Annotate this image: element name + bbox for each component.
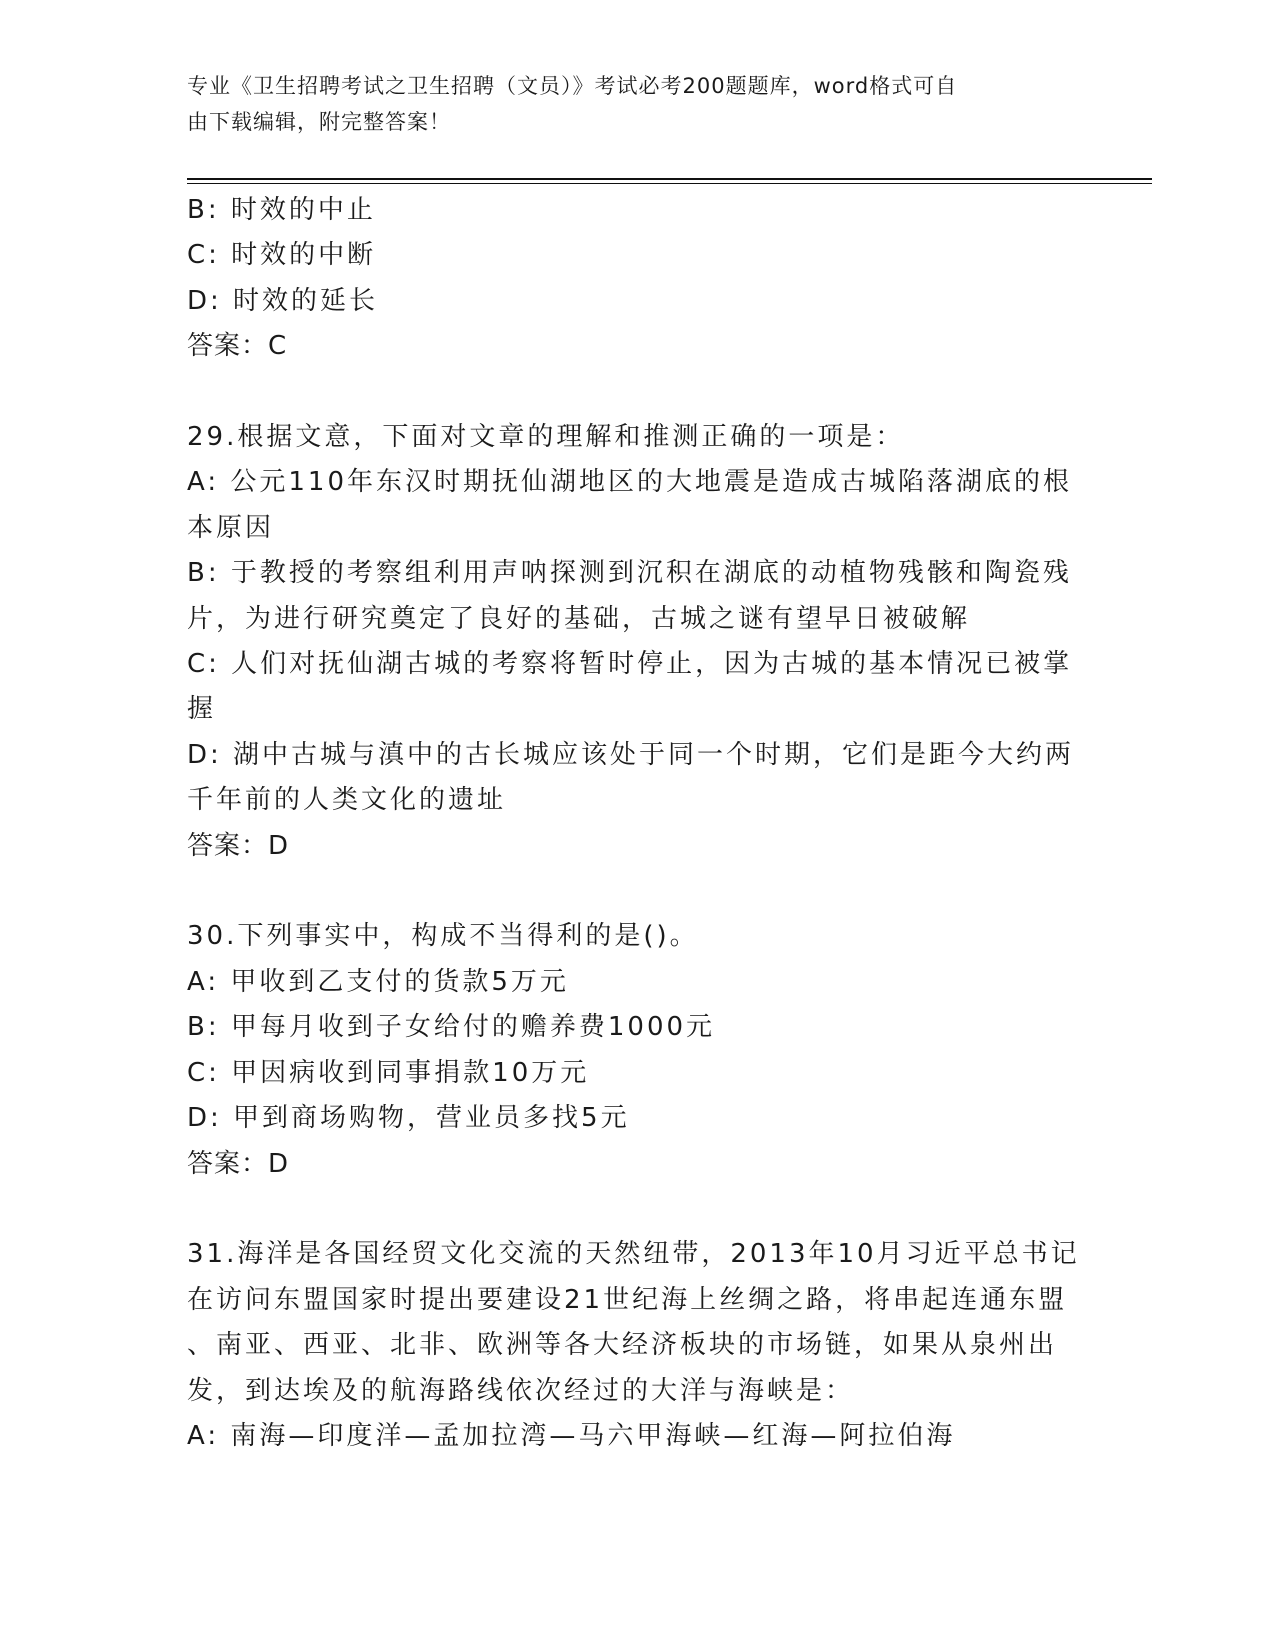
header-line-2: 由下载编辑，附完整答案！: [187, 110, 451, 134]
answer-line: 答案：D: [187, 1148, 290, 1179]
option-a: A: 甲收到乙支付的货款5万元: [187, 966, 569, 997]
spacer: [187, 370, 1067, 415]
option-b: B: 于教授的考察组利用声呐探测到沉积在湖底的动植物残骸和陶瓷残: [187, 558, 1072, 589]
question-stem-cont-2: 、南亚、西亚、北非、欧洲等各大经济板块的市场链，如果从泉州出: [187, 1330, 1058, 1361]
option-a: A: 南海—印度洋—孟加拉湾—马六甲海峡—红海—阿拉伯海: [187, 1420, 956, 1451]
option-d: D: 甲到商场购物，营业员多找5元: [187, 1103, 630, 1134]
answer-line: 答案：D: [187, 830, 290, 861]
option-c: C: 时效的中断: [187, 240, 377, 271]
option-d-cont: 千年前的人类文化的遗址: [187, 785, 507, 816]
header-rule-thick: [187, 178, 1152, 180]
option-d: D: 湖中古城与滇中的古长城应该处于同一个时期，它们是距今大约两: [187, 739, 1075, 770]
option-b-cont: 片，为进行研究奠定了良好的基础，古城之谜有望早日被破解: [187, 603, 971, 634]
option-c-cont: 握: [187, 694, 217, 725]
question-31: [187, 1232, 1080, 1459]
question-stem: 29.根据文意，下面对文章的理解和推测正确的一项是：: [187, 422, 905, 453]
spacer: [187, 1187, 1067, 1232]
header-rule-thin: [187, 183, 1152, 184]
question-28-tail: [187, 188, 1067, 370]
question-stem: 30.下列事实中，构成不当得利的是()。: [187, 921, 699, 952]
answer-line: 答案：C: [187, 331, 288, 362]
option-a-cont: 本原因: [187, 512, 275, 543]
option-b: B: 甲每月收到子女给付的赡养费1000元: [187, 1012, 716, 1043]
question-stem-cont-3: 发，到达埃及的航海路线依次经过的大洋与海峡是：: [187, 1375, 855, 1406]
question-stem-cont-1: 在访问东盟国家时提出要建设21世纪海上丝绸之路，将串起连通东盟: [187, 1284, 1068, 1315]
question-stem: 31.海洋是各国经贸文化交流的天然纽带，2013年10月习近平总书记: [187, 1239, 1080, 1270]
option-b: B: 时效的中止: [187, 195, 376, 225]
document-header: [187, 68, 1087, 140]
option-c: C: 人们对抚仙湖古城的考察将暂时停止，因为古城的基本情况已被掌: [187, 649, 1073, 680]
option-d: D: 时效的延长: [187, 285, 379, 316]
option-a: A: 公元110年东汉时期抚仙湖地区的大地震是造成古城陷落湖底的根: [187, 467, 1072, 498]
header-line-1: 专业《卫生招聘考试之卫生招聘（文员）》考试必考200题题库，word格式可自: [187, 74, 958, 98]
option-c: C: 甲因病收到同事捐款10万元: [187, 1057, 590, 1088]
spacer: [187, 869, 1067, 914]
question-30: [187, 914, 1067, 1186]
document-body: [187, 188, 1080, 1459]
question-29: [187, 415, 1075, 869]
